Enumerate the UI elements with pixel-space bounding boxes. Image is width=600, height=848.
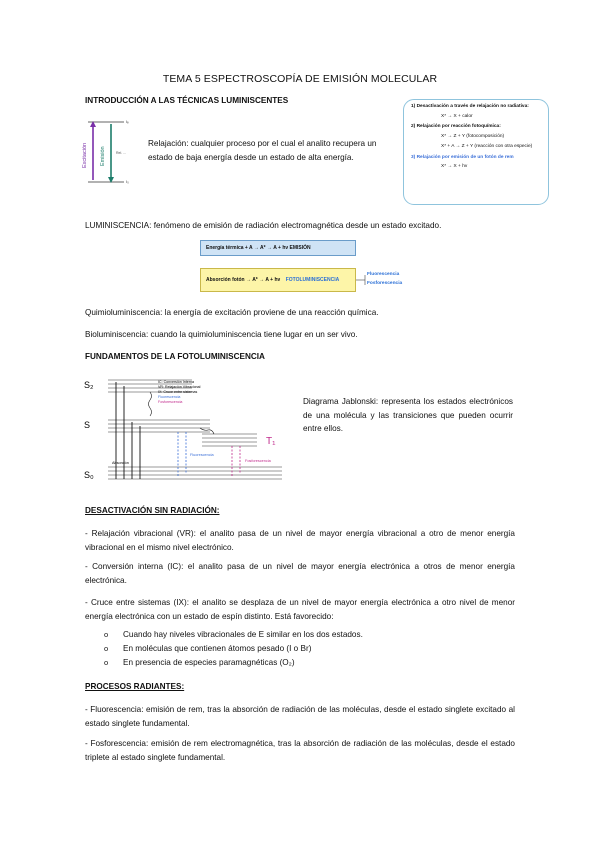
list-item: o En presencia de especies paramagnéticas (O₂): [104, 656, 514, 670]
pathway-3-label: 3) Relajación por emisión de un fotón de rem: [411, 154, 514, 160]
s0-levels: [108, 467, 282, 479]
legend-fosfor: Fosforescencia: [158, 400, 183, 404]
jablonski-diagram: [82, 372, 292, 490]
page-title: TEMA 5 ESPECTROSCOPÍA DE EMISIÓN MOLECULAR: [162, 73, 438, 85]
radiantes-heading: PROCESOS RADIANTES:: [85, 682, 185, 691]
fluorescencia-definition: - Fluorescencia: emisión de rem, tras la absorción de radiación de las moléculas, desde el estado singlete excitado al estado singlete fundamental.: [85, 705, 515, 728]
excitation-emission-diagram: [80, 116, 142, 188]
intersystem-crossing-path: [200, 428, 214, 434]
fundamentos-heading: FUNDAMENTOS DE LA FOTOLUMINISCENCIA: [85, 352, 265, 361]
desactivacion-heading: DESACTIVACIÓN SIN RADIACIÓN:: [85, 506, 220, 515]
lower-level-label: I₀: [126, 179, 129, 184]
fosforescencia-tag: Fosforescencia: [367, 281, 403, 286]
luminiscencia-definition: LUMINISCENCIA: fenómeno de emisión de radiación electromagnética desde un estado excitado.: [85, 221, 442, 230]
pathway-1-equation: X* → X + calor: [441, 113, 473, 119]
s1-label: S: [84, 420, 91, 430]
s2-label: S₂: [84, 380, 94, 390]
list-item: o Cuando hay niveles vibracionales de E similar en los dos estados.: [104, 628, 514, 642]
legend-ic: IC: Conversión Interna: [158, 380, 194, 384]
t1-levels: [202, 434, 257, 446]
fotoluminiscencia-term: FOTOLUMINISCENCIA: [285, 277, 340, 283]
fotoluminiscencia-process: Absorción fotón → A* → A + hν: [206, 277, 281, 283]
pathway-2b-equation: X* + A → Z + Y (reacción con otra especie): [441, 144, 533, 149]
fotoluminiscencia-box: [200, 268, 356, 292]
pathway-2a-equation: X* → Z + Y (fotocomposición): [441, 133, 505, 139]
internal-conversion-path: [149, 392, 152, 416]
relaxation-definition: Relajación: cualquier proceso por el cual el analito recupera un estado de baja energía desde un estado de alta energía.: [148, 139, 377, 162]
intro-heading: INTRODUCCIÓN A LAS TÉCNICAS LUMINISCENTES: [85, 96, 289, 105]
pathway-1-label: 1) Desactivación a través de relajación no radiativa:: [411, 104, 529, 109]
cruce-conditions-list: [104, 628, 514, 670]
legend-vr: VR: Relajación Vibracional: [158, 385, 201, 389]
t1-label: T₁: [266, 436, 276, 447]
phosphorescence-arrows: [232, 446, 240, 477]
legend-fluor: Fluorescencia: [158, 395, 181, 399]
diagram-side-note: Rel. ...: [116, 151, 127, 155]
emission-label: Emisión: [100, 146, 106, 166]
relajacion-vibracional: - Relajación vibracional (VR): el analito pasa de un nivel de mayor energía vibracional a otro de menor energía vibracional en el mismo nivel electrónico.: [85, 529, 515, 552]
cruce-entre-sistemas: - Cruce entre sistemas (IX): el analito se desplaza de un nivel de mayor energía electrónica a otro nivel de menor energía electrónica con un estado de espín distinto. Está favorecido:: [85, 598, 515, 621]
list-item: o En moléculas que contienen átomos pesado (I o Br): [104, 642, 514, 656]
emision-box: Energía térmica + A → A* → A + hν EMISIÓN: [200, 240, 356, 256]
fluorescencia-tag: Fluorescencia: [367, 272, 400, 277]
fluorescence-tag: Fluorescencia: [190, 453, 214, 457]
fluorescence-arrows: [178, 432, 186, 477]
quimioluminiscencia-definition: Quimioluminiscencia: la energía de excitación proviene de una reacción química.: [85, 308, 379, 317]
legend-ix: IX: Cruce entre sistemas: [158, 390, 198, 394]
phosphorescence-tag: Fosforescencia: [245, 459, 271, 463]
relaxation-pathways-box: [403, 99, 549, 205]
s1-levels: [108, 420, 210, 432]
jablonski-description: Diagrama Jablonski: representa los estados electrónicos de una molécula y las transiciones que pueden ocurrir entre ellos.: [303, 397, 513, 433]
absorption-tag: Absorción: [112, 461, 129, 465]
excitation-label: Excitación: [82, 142, 88, 168]
conversion-interna: - Conversión interna (IC): el analito pasa de un nivel de mayor energía electrónica a otros de menor energía electrónica.: [85, 562, 515, 585]
upper-level-label: Iₑ: [126, 119, 129, 124]
fosforescencia-definition: - Fosforescencia: emisión de rem electromagnética, tras la absorción de radiación de las moléculas, desde el estado triplete al estado singlete fundamental.: [85, 739, 515, 762]
bioluminiscencia-definition: Bioluminiscencia: cuando la quimioluminiscencia tiene lugar en un ser vivo.: [85, 330, 358, 339]
pathway-3-equation: X* → X + hv: [441, 164, 468, 169]
s0-label: S₀: [84, 470, 94, 480]
pathway-2-label: 2) Relajación por reacción fotoquímica:: [411, 124, 501, 129]
